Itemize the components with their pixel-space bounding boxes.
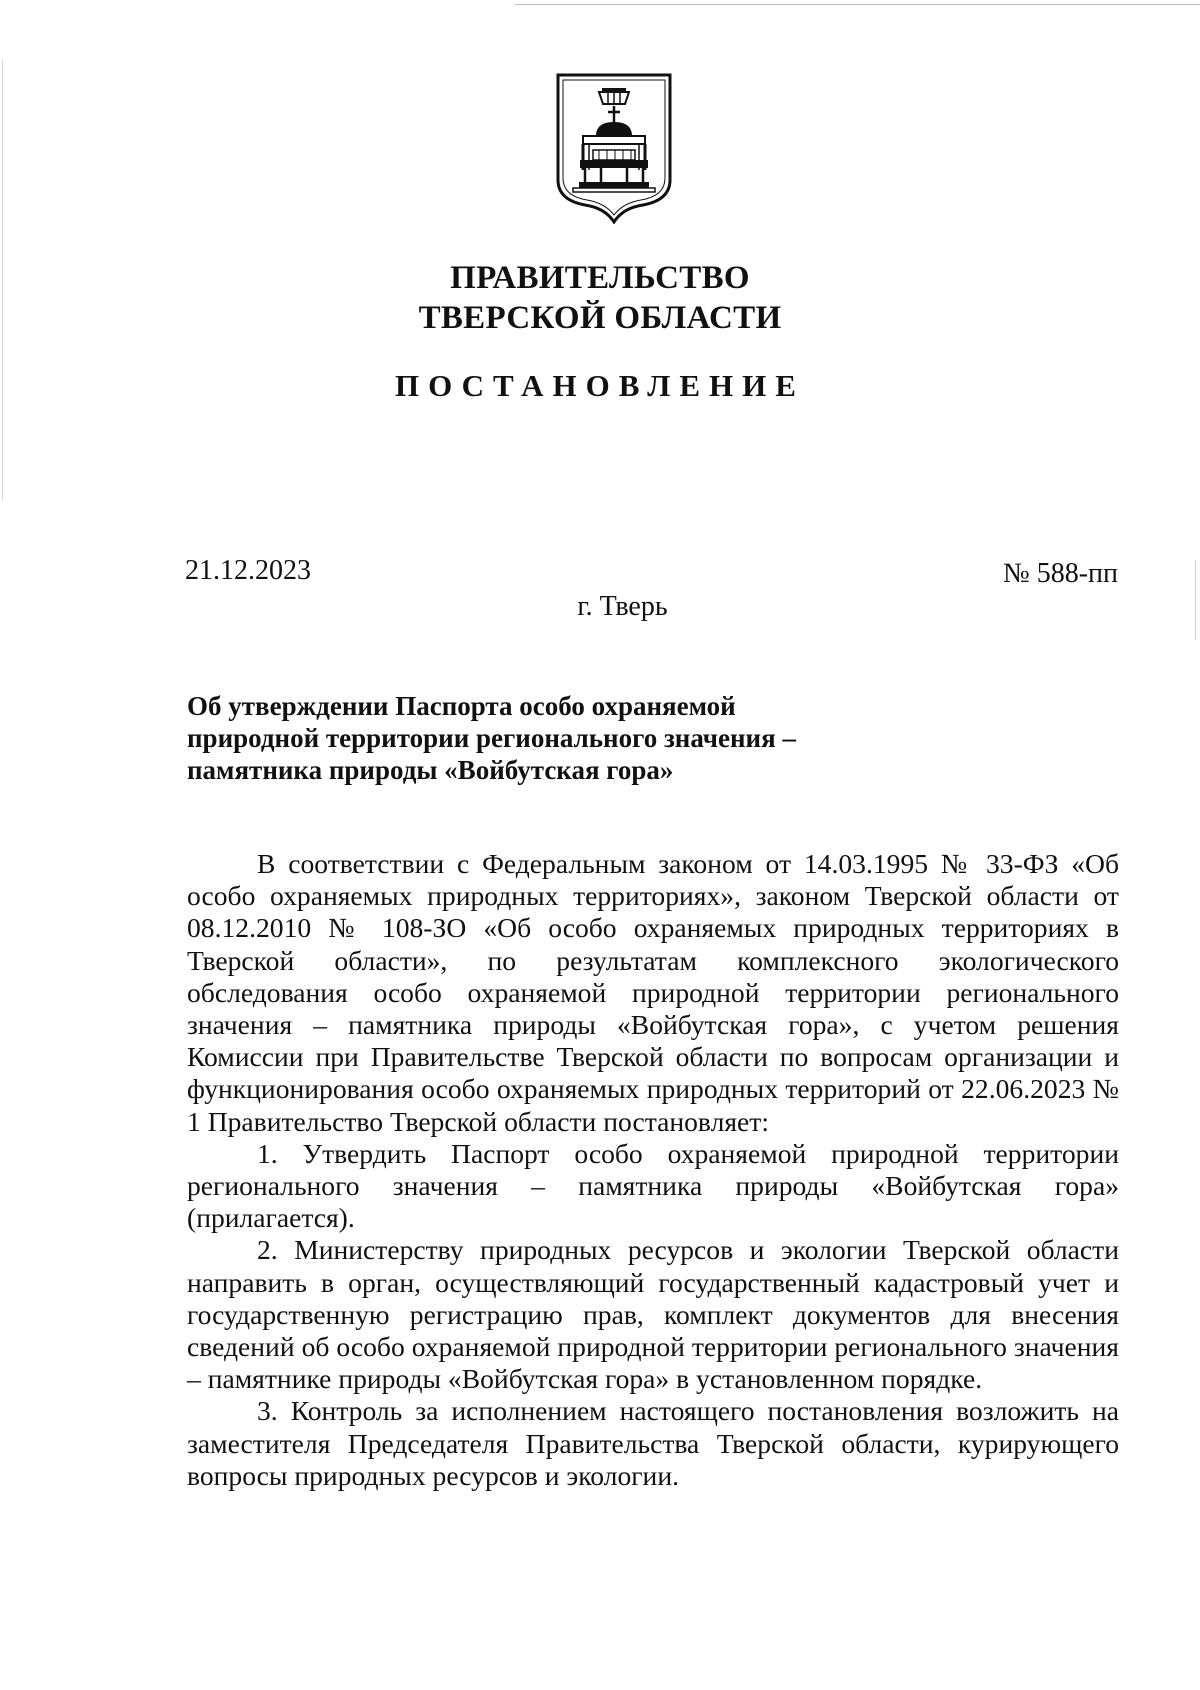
scan-artifact-line bbox=[1195, 560, 1196, 640]
government-title-line-1: ПРАВИТЕЛЬСТВО bbox=[450, 260, 750, 296]
subject-line-3: памятника природы «Войбутская гора» bbox=[187, 755, 674, 785]
government-title-line-2: ТВЕРСКОЙ ОБЛАСТИ bbox=[418, 300, 782, 336]
document-subject bbox=[187, 690, 796, 786]
tver-region-coat-of-arms-icon bbox=[553, 72, 675, 224]
document-number: № 588-пп bbox=[1002, 558, 1118, 589]
clause-1: 1. Утвердить Паспорт особо охраняемой природной территории регионального значения – памятника природы «Войбутская гора» (прилагается). bbox=[187, 1137, 1119, 1234]
subject-line-1: Об утверждении Паспорта особо охраняемой bbox=[187, 691, 736, 721]
scan-artifact-line bbox=[515, 4, 1200, 5]
document-date: 21.12.2023 bbox=[185, 555, 311, 586]
document-city: г. Тверь bbox=[577, 591, 668, 622]
scan-artifact-line bbox=[2, 60, 3, 500]
clause-2: 2. Министерству природных ресурсов и экологии Тверской области направить в орган, осуществляющий государственный кадастровый учет и государственную регистрацию прав, комплект документов для внесения сведений об особо охраняемой природной территории регионального значения – памятнике природы «Войбутская гора» в установленном порядке. bbox=[187, 1234, 1119, 1395]
subject-line-2: природной территории регионального значения – bbox=[187, 723, 796, 753]
preamble-paragraph: В соответствии с Федеральным законом от 14.03.1995 № 33-ФЗ «Об особо охраняемых природных территориях», законом Тверской области от 08.12.2010 № 108-ЗО «Об особо охраняемых природных территориях в Тверской области», по результатам комплексного экологического обследования особо охраняемой природной территории регионального значения – памятника природы «Войбутская гора», с учетом решения Комиссии при Правительстве Тверской области по вопросам организации и функционирования особо охраняемых природных территорий от 22.06.2023 № 1 Правительство Тверской области постановляет: bbox=[187, 848, 1119, 1137]
document-type-heading: ПОСТАНОВЛЕНИЕ bbox=[395, 368, 805, 403]
clause-3: 3. Контроль за исполнением настоящего постановления возложить на заместителя Председателя Правительства Тверской области, курирующего вопросы природных ресурсов и экологии. bbox=[187, 1395, 1119, 1491]
document-body bbox=[187, 848, 1119, 1492]
